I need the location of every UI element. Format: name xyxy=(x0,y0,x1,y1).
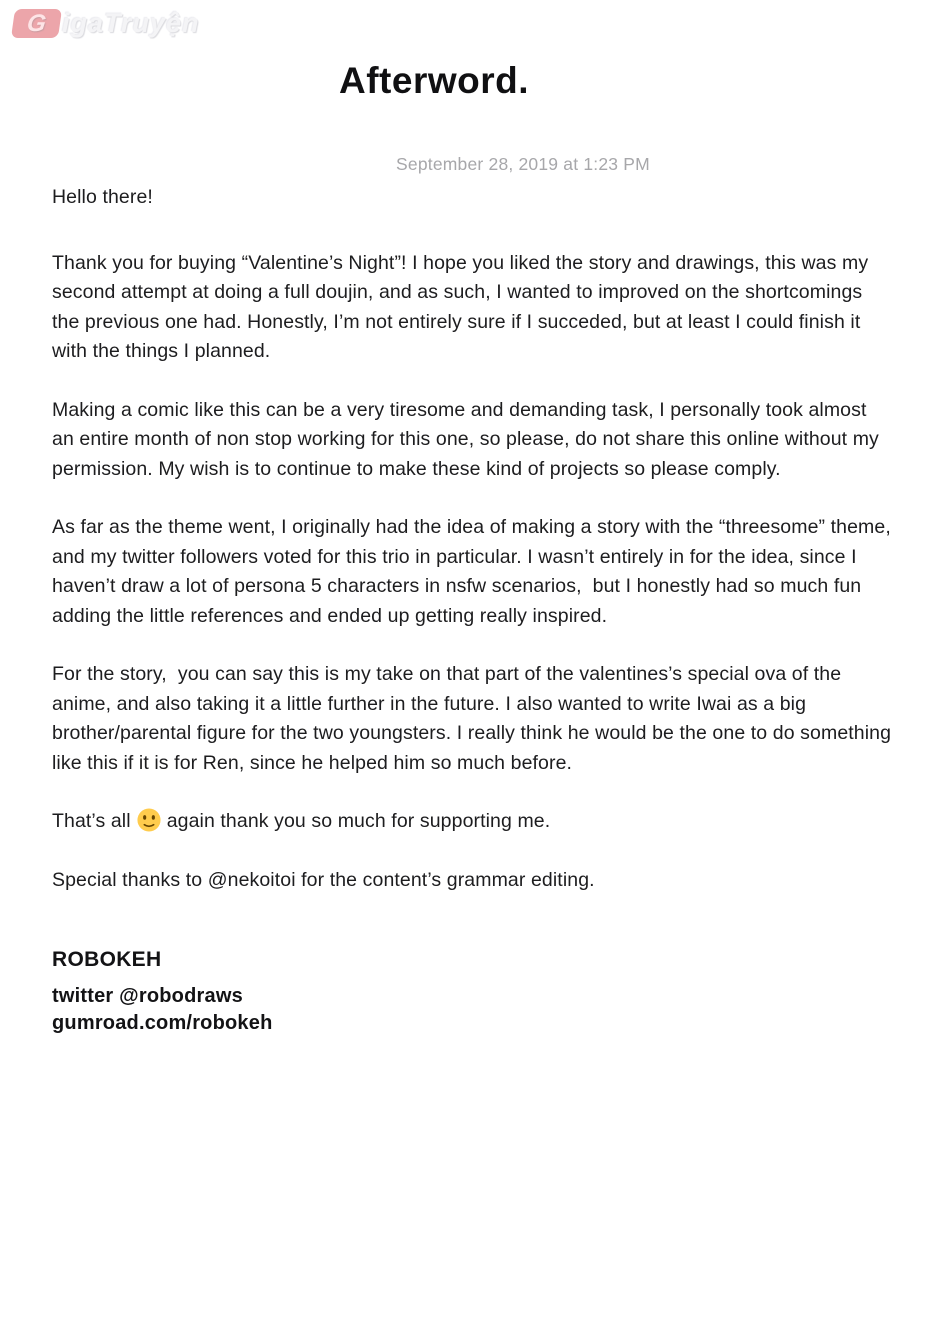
paragraph-4: For the story, you can say this is my take on that part of the valentines’s special ova of the anime, and also taking it a little further in the future. I also wanted to write Iwai as a big brother/parental figure for the two youngsters. I really think he would be the one to do something like this if it is for Ren, since he helped him so much before. xyxy=(52,663,897,774)
signature-block xyxy=(52,947,892,1037)
signature-twitter: twitter @robodraws xyxy=(52,985,243,1007)
paragraph-2: Making a comic like this can be a very tiresome and demanding task, I personally took almost an entire month of non stop working for this one, so please, do not share this online without my permission. My wish is to continue to make these kind of projects so please comply. xyxy=(52,398,885,480)
paragraph-3: As far as the theme went, I originally had the idea of making a story with the “threesome” theme, and my twitter followers voted for this trio in particular. I wasn’t entirely in for the idea, since I haven’t draw a lot of persona 5 characters in nsfw scenarios, but I honestly had so much fun adding the little references and ended up getting really inspired. xyxy=(52,516,897,627)
slightly-smiling-face-icon xyxy=(136,807,162,833)
closing-text-after: again thank you so much for supporting me. xyxy=(166,810,551,832)
page-title: Afterword. xyxy=(339,60,529,101)
special-thanks: Special thanks to @nekoitoi for the content’s grammar editing. xyxy=(52,868,595,891)
watermark-text: igaTruyện xyxy=(62,8,200,38)
gigatruyen-watermark xyxy=(13,8,200,39)
letter-body xyxy=(52,183,897,1037)
gigatruyen-logo-icon: G xyxy=(11,9,62,38)
paragraph-1: Thank you for buying “Valentine’s Night”! I hope you liked the story and drawings, this was my second attempt at doing a full doujin, and as such, I wanted to improved on the shortcomings the previous one had. Honestly, I’m not entirely sure if I succeded, but at least I could finish it with the things I planned. xyxy=(52,251,874,362)
greeting: Hello there! xyxy=(52,186,153,208)
signature-gumroad: gumroad.com/robokeh xyxy=(52,1012,273,1034)
closing-line xyxy=(52,807,892,837)
signature-name: ROBOKEH xyxy=(52,948,162,971)
timestamp: September 28, 2019 at 1:23 PM xyxy=(396,154,650,174)
closing-text-before: That’s all xyxy=(52,810,131,832)
